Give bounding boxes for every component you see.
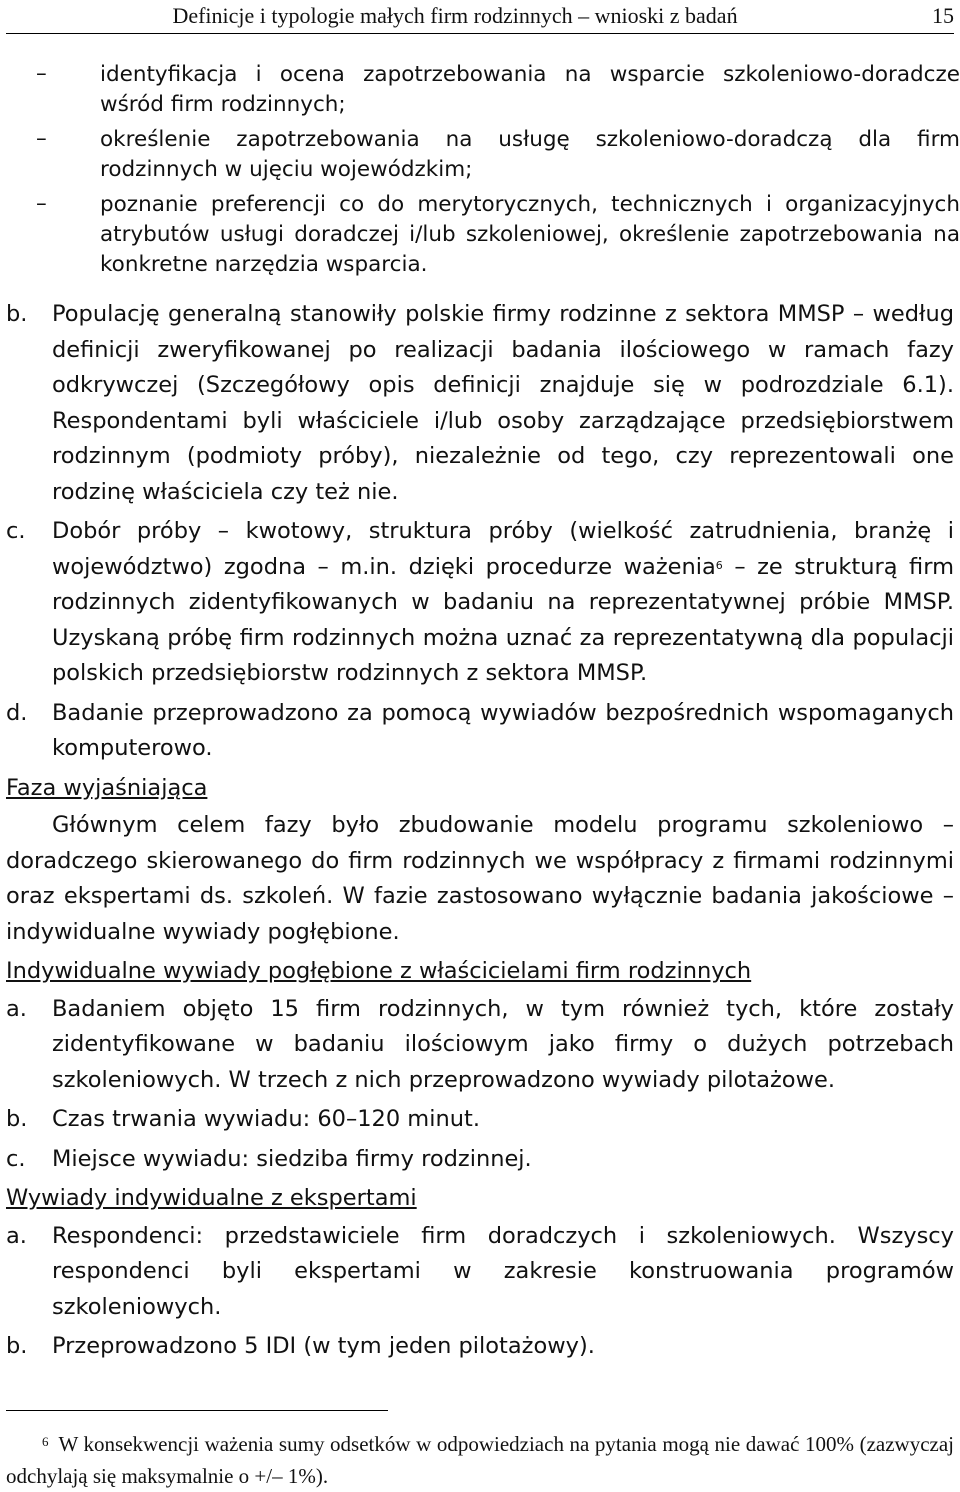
item-label: b.: [6, 1333, 28, 1359]
footnote-number: 6: [42, 1434, 49, 1449]
bullet-list: [20, 60, 960, 285]
item-text: Respondenci: przedstawiciele firm doradczych i szkoleniowych. Wszyscy respondenci byli ekspertami w zakresie konstruowania programów szkoleniowych.: [52, 1222, 954, 1320]
section-heading-owner-interviews: Indywidualne wywiady pogłębione z właścicielami firm rodzinnych: [6, 958, 752, 984]
item-label: a.: [6, 995, 27, 1022]
footnote: [6, 1428, 954, 1492]
list-item: [6, 1329, 954, 1365]
item-label: c.: [6, 518, 26, 544]
main-text: [6, 297, 954, 1369]
bullet-dash: –: [36, 126, 47, 152]
footnote-text: W konsekwencji ważenia sumy odsetków w odpowiedziach na pytania mogą nie dawać 100% (zazwyczaj odchylają się maksymalnie o +/– 1%).: [6, 1432, 954, 1488]
bullet-dash: –: [36, 61, 47, 86]
list-item: [6, 1102, 954, 1138]
item-label: d.: [6, 699, 28, 726]
list-item-c: [6, 514, 954, 692]
item-text: Badaniem objęto 15 firm rodzinnych, w tym również tych, które zostały zidentyfikowane w badaniu ilościowym jako firmy o dużych potrzebach szkoleniowych. W trzech z nich przeprowadzono wywiady pilotażowe.: [52, 995, 954, 1093]
section-paragraph: Głównym celem fazy było zbudowanie modelu programu szkoleniowo – doradczego skierowanego do firm rodzinnych we współpracy z firmami rodzinnymi oraz ekspertami ds. szkoleń. W fazie zastosowano wyłącznie badania jakościowe – indywidualne wywiady pogłębione.: [6, 812, 954, 945]
running-header: [6, 0, 954, 34]
bullet-text: określenie zapotrzebowania na usługę szkoleniowo-doradczą dla firm rodzinnych w ujęciu wojewódzkim;: [100, 127, 960, 182]
list-item-b: [6, 297, 954, 510]
bullet-text: identyfikacja i ocena zapotrzebowania na wsparcie szkoleniowo-doradcze wśród firm rodzinnych;: [100, 62, 960, 117]
bullet-text: poznanie preferencji co do merytorycznych, technicznych i organizacyjnych atrybutów usługi doradczej i/lub szkoleniowej, określenie zapotrzebowania na konkretne narzędzia wsparcia.: [100, 192, 960, 277]
item-label: c.: [6, 1145, 26, 1172]
item-text: Czas trwania wywiadu: 60–120 minut.: [52, 1106, 480, 1132]
list-item: [6, 992, 954, 1099]
item-text-before: Dobór próby – kwotowy, struktura próby (wielkość zatrudnienia, branżę i województwo) zgodna – m.in. dzięki procedurze ważenia: [52, 518, 954, 580]
item-text: Populację generalną stanowiły polskie firmy rodzinne z sektora MMSP – według definicji zweryfikowanej po realizacji badania ilościowego w ramach fazy odkrywczej (Szczegółowy opis definicji znajduje się w podrozdziale 6.1). Respondentami byli właściciele i/lub osoby zarządzające przedsiębiorstwem rodzinnym (podmioty próby), niezależnie od tego, czy reprezentowali one rodzinę właściciela czy też nie.: [52, 301, 954, 505]
item-text: Przeprowadzono 5 IDI (w tym jeden pilotażowy).: [52, 1333, 595, 1359]
section-heading-explanatory: Faza wyjaśniająca: [6, 774, 208, 801]
item-label: b.: [6, 1106, 28, 1132]
item-text: Badanie przeprowadzono za pomocą wywiadów bezpośrednich wspomaganych komputerowo.: [52, 699, 954, 761]
section-heading-expert-interviews: Wywiady indywidualne z ekspertami: [6, 1185, 417, 1211]
list-item: [6, 1219, 954, 1326]
list-item-d: [6, 696, 954, 767]
item-label: b.: [6, 301, 28, 327]
list-item: [6, 1142, 954, 1178]
header-title: Definicje i typologie małych firm rodzinnych – wnioski z badań: [172, 3, 738, 28]
bullet-item: [20, 60, 960, 119]
item-text-after: – ze strukturą firm rodzinnych zidentyfikowanych w badaniu na reprezentatywnej próbie MMSP. Uzyskaną próbę firm rodzinnych można uznać za reprezentatywną dla populacji polskich przedsiębiorstw rodzinnych z sektora MMSP.: [52, 553, 954, 686]
footnote-separator: [6, 1410, 388, 1411]
footnote-reference[interactable]: 6: [715, 558, 723, 572]
item-label: a.: [6, 1222, 27, 1249]
bullet-item: [20, 190, 960, 279]
bullet-item: [20, 125, 960, 184]
bullet-dash: –: [36, 191, 47, 217]
page-number: 15: [932, 3, 954, 28]
item-text: Miejsce wywiadu: siedziba firmy rodzinnej.: [52, 1145, 532, 1172]
